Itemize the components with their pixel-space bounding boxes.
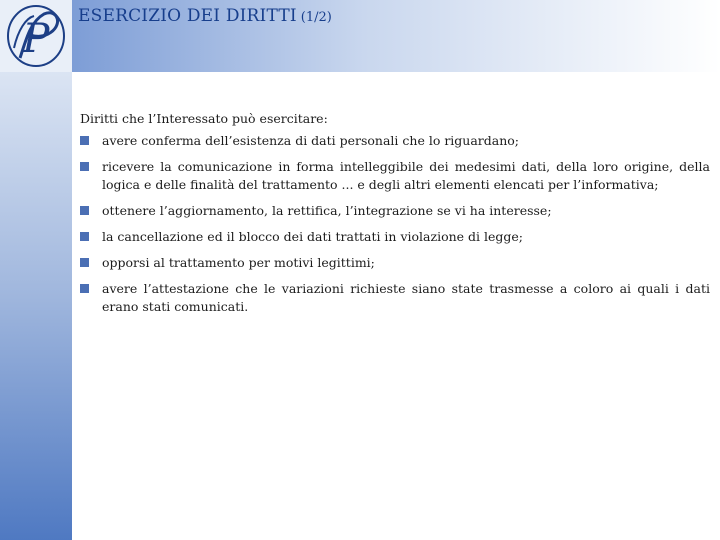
logo-letter: P bbox=[22, 16, 50, 62]
list-item bbox=[80, 158, 710, 194]
slide-body bbox=[80, 110, 710, 324]
list-item bbox=[80, 254, 710, 272]
list-item-text: ricevere la comunicazione in forma intelleggibile dei medesimi dati, della loro origine, della logica e delle finalità del trattamento ... e degli altri elementi elencati per l’informativa; bbox=[102, 159, 710, 192]
list-item-text: opporsi al trattamento per motivi legittimi; bbox=[102, 255, 375, 270]
square-bullet-icon bbox=[80, 162, 89, 171]
square-bullet-icon bbox=[80, 232, 89, 241]
left-decorative-band bbox=[0, 0, 72, 540]
title-part-indicator: (1/2) bbox=[300, 10, 332, 25]
list-item-text: avere conferma dell’esistenza di dati personali che lo riguardano; bbox=[102, 133, 520, 148]
rights-list bbox=[80, 132, 710, 316]
square-bullet-icon bbox=[80, 136, 89, 145]
list-item bbox=[80, 132, 710, 150]
list-item bbox=[80, 202, 710, 220]
list-item bbox=[80, 280, 710, 316]
list-item bbox=[80, 228, 710, 246]
square-bullet-icon bbox=[80, 258, 89, 267]
slide-title bbox=[78, 6, 332, 26]
list-item-text: la cancellazione ed il blocco dei dati trattati in violazione di legge; bbox=[102, 229, 524, 244]
square-bullet-icon bbox=[80, 284, 89, 293]
intro-text: Diritti che l’Interessato può esercitare: bbox=[80, 111, 328, 126]
square-bullet-icon bbox=[80, 206, 89, 215]
list-item-text: ottenere l’aggiornamento, la rettifica, l’integrazione se vi ha interesse; bbox=[102, 203, 552, 218]
list-item-text: avere l’attestazione che le variazioni richieste siano state trasmesse a coloro ai quali i dati erano stati comunicati. bbox=[102, 281, 710, 314]
title-text: ESERCIZIO DEI DIRITTI bbox=[78, 6, 297, 26]
monogram-logo bbox=[0, 0, 72, 72]
